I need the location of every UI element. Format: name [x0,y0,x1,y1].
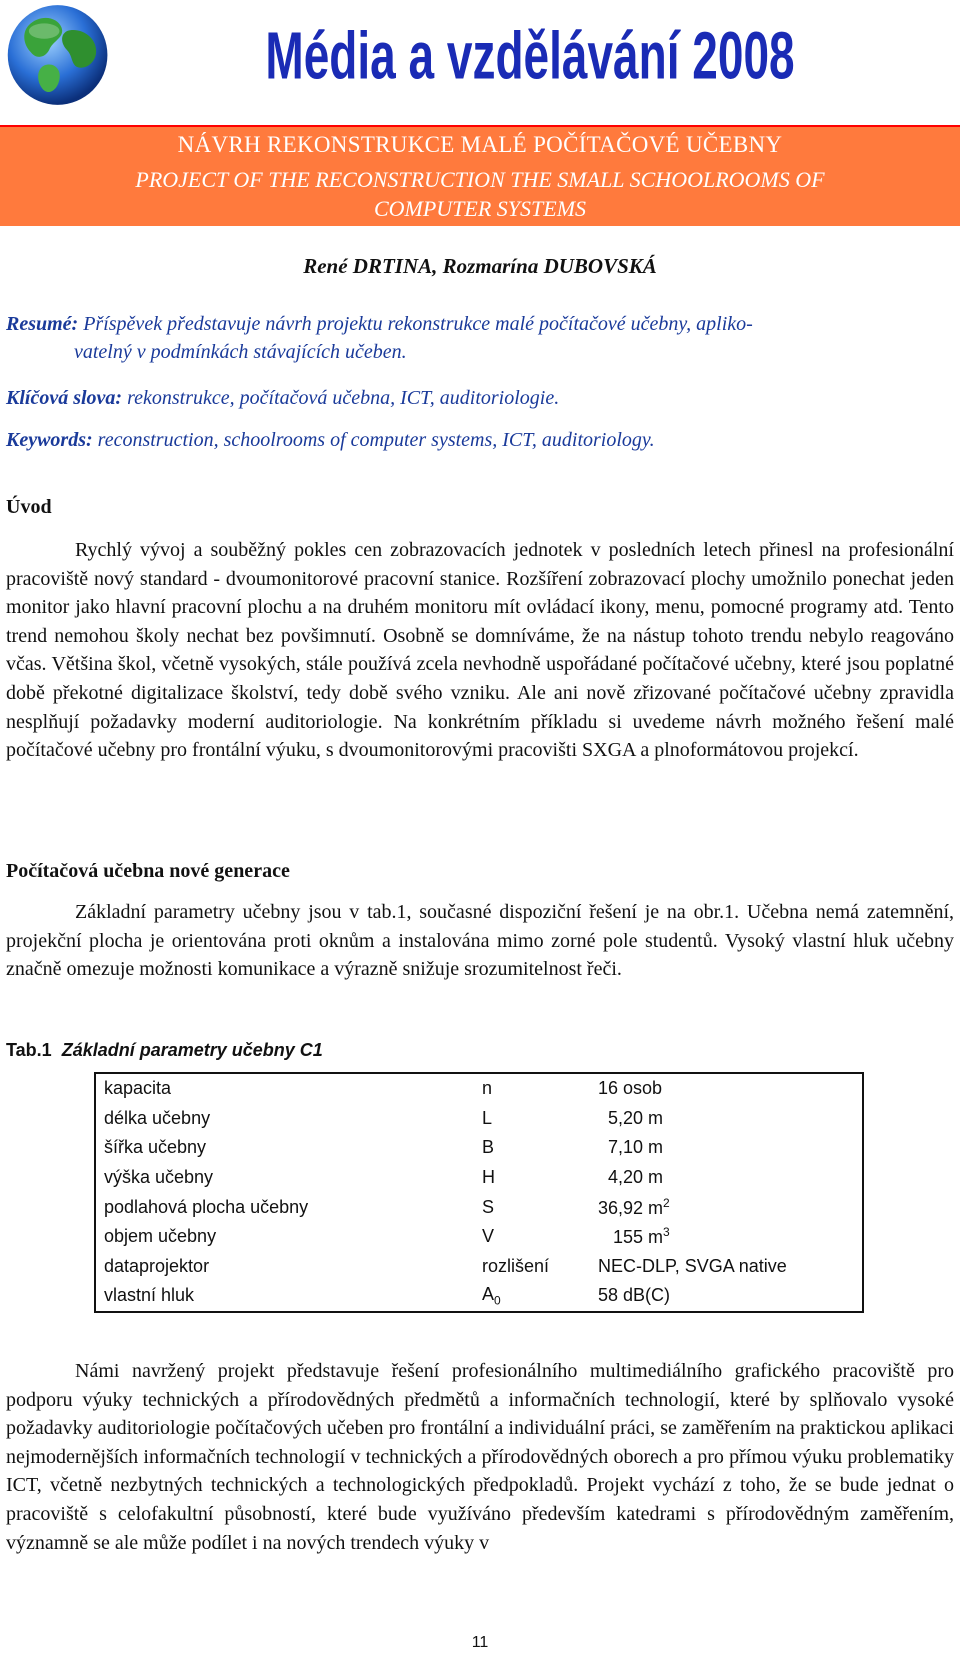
keywords-en-text: reconstruction, schoolrooms of computer systems, ICT, auditoriology. [92,429,655,451]
param-value-text: 16 osob [598,1078,663,1099]
param-symbol-text: n [482,1078,493,1099]
keywords-en-label: Keywords: [6,429,93,451]
param-value [592,1133,863,1163]
param-name: objem učebny [104,1226,217,1247]
param-symbol [476,1163,592,1193]
param-value [592,1222,863,1252]
conference-header [0,0,960,120]
param-symbol-text: rozlišení [482,1255,550,1276]
section-classroom-paragraph [6,898,954,984]
title-banner [0,127,960,226]
resume-line2: vatelný v podmínkách stávajících učeben. [74,341,407,363]
keywords-cz-label: Klíčová slova: [6,387,123,409]
keywords-en [6,426,956,454]
param-symbol-text: B [482,1137,495,1158]
title-en-line2: COMPUTER SYSTEMS [373,196,587,221]
param-name: dataprojektor [104,1255,210,1276]
param-value-text: NEC-DLP, SVGA native [598,1255,787,1276]
table-row [95,1281,863,1312]
authors: René DRTINA, Rozmarína DUBOVSKÁ [303,254,657,278]
section-project-paragraph [6,1357,954,1557]
param-name: délka učebny [104,1107,211,1128]
parameters-table [94,1072,864,1313]
section-heading-classroom: Počítačová učebna nové generace [6,860,290,882]
resume-label: Resumé: [6,313,79,335]
param-symbol [476,1281,592,1312]
table-row [95,1073,863,1104]
param-value [592,1104,863,1134]
table-caption-text: Základní parametry učebny C1 [61,1040,323,1060]
param-symbol-text: L [482,1107,493,1128]
param-name: podlahová plocha učebny [104,1196,309,1217]
param-value-superscript: 3 [663,1225,670,1240]
table-row [95,1192,863,1222]
param-symbol-text: S [482,1196,495,1217]
logo-wordmark: Média a vzdělávání 2008 [265,18,795,94]
classroom-text: Základní parametry učebny jsou v tab.1, současné dispoziční řešení je na obr.1. Učebna nemá zatemnění, projekční plocha je orientována proti oknům a instalována mimo zorné pole studentů. Vysoký vlastní hluk učebny značně omezuje možnosti komunikace a výrazně snižuje srozumitelnost řeči. [6,901,954,981]
param-value-superscript: 2 [663,1195,670,1210]
title-cz: NÁVRH REKONSTRUKCE MALÉ POČÍTAČOVÉ UČEBNY [177,132,783,157]
param-value [592,1281,863,1312]
table-caption-label: Tab.1 [6,1040,52,1060]
title-en-line1: PROJECT OF THE RECONSTRUCTION THE SMALL SCHOOLROOMS OF [135,167,825,192]
table-row [95,1163,863,1193]
param-value [592,1163,863,1193]
section-heading-intro: Úvod [6,496,52,518]
param-symbol [476,1192,592,1222]
param-symbol-text: H [482,1167,495,1188]
param-value-text: 155 m [598,1227,664,1248]
table-row [95,1252,863,1282]
param-value-text: 4,20 m [598,1167,664,1188]
table-caption [6,1040,323,1061]
param-symbol [476,1133,592,1163]
globe-logo-icon [2,0,117,110]
table-row [95,1133,863,1163]
section-intro-paragraph [6,536,954,765]
title-en [40,165,920,223]
resume-block [6,310,956,366]
param-symbol [476,1252,592,1282]
project-text: Námi navržený projekt představuje řešení profesionálního multimediálního grafického pracoviště pro podporu výuky technických a přírodovědných předmětů a informačních technologií, které by splňovalo vysoké požadavky auditoriologie počítačových učeben pro frontální a individuální práci, se zaměřením na praktickou aplikaci nejmodernějších informačních technologií v technických a přírodovědných oborech a pro přímou výuku problematiky ICT, včetně nezbytných technických a technologických předpokladů. Projekt vychází z toho, že se bude jednat o pracoviště s celofakultní působností, které bude využíváno především katedrami s přírodovědným zaměřením, významně se ale může podílet i na nových trendech výuky v [6,1360,954,1554]
resume-line1: Příspěvek představuje návrh projektu rekonstrukce malé počítačové učebny, apliko- [78,313,753,335]
param-name: výška učebny [104,1167,214,1188]
table-row [95,1104,863,1134]
param-symbol [476,1222,592,1252]
param-name: kapacita [104,1078,172,1099]
param-value [592,1252,863,1282]
param-value-text: 58 dB(C) [598,1285,671,1306]
intro-text: Rychlý vývoj a souběžný pokles cen zobrazovacích jednotek v posledních letech přinesl na profesionální pracoviště nový standard - dvoumonitorové pracovní stanice. Rozšíření zobrazovací plochy umožnilo ponechat jeden monitor jako hlavní pracovní plochu a na druhém monitoru mít ovládací ikony, menu, pomocné programy atd. Tento trend nemohou školy nechat bez povšimnutí. Osobně se domníváme, že na nástup tohoto trendu nebylo reagováno včas. Většina škol, včetně vysokých, stále používá zcela nevhodně uspořádané počítačové učebny, které jsou poplatné době překotné digitalizace školství, tedy době svého vzniku. Ale ani nově zřizované počítačové učebny zpravidla nesplňují požadavky moderní auditoriologie. Na konkrétním příkladu si uvedeme návrh možného řešení malé počítačové učebny pro frontální výuku, s dvoumonitorovými pracovišti SXGA a plnoformátovou projekcí. [6,539,954,762]
param-value [592,1192,863,1222]
param-value [592,1073,863,1104]
conference-logo-text [265,0,795,100]
param-symbol-text: V [482,1226,495,1247]
param-name: vlastní hluk [104,1285,195,1306]
param-symbol-text: A [482,1284,495,1305]
param-name: šířka učebny [104,1137,207,1158]
param-symbol [476,1104,592,1134]
table-row [95,1222,863,1252]
param-value-text: 36,92 m [598,1197,664,1218]
keywords-cz-text: rekonstrukce, počítačová učebna, ICT, auditoriologie. [122,387,560,409]
page-number: 11 [471,1634,489,1651]
param-symbol-subscript: 0 [494,1293,501,1308]
keywords-cz [6,384,956,412]
param-symbol [476,1073,592,1104]
param-value-text: 7,10 m [598,1137,664,1158]
param-value-text: 5,20 m [598,1107,664,1128]
